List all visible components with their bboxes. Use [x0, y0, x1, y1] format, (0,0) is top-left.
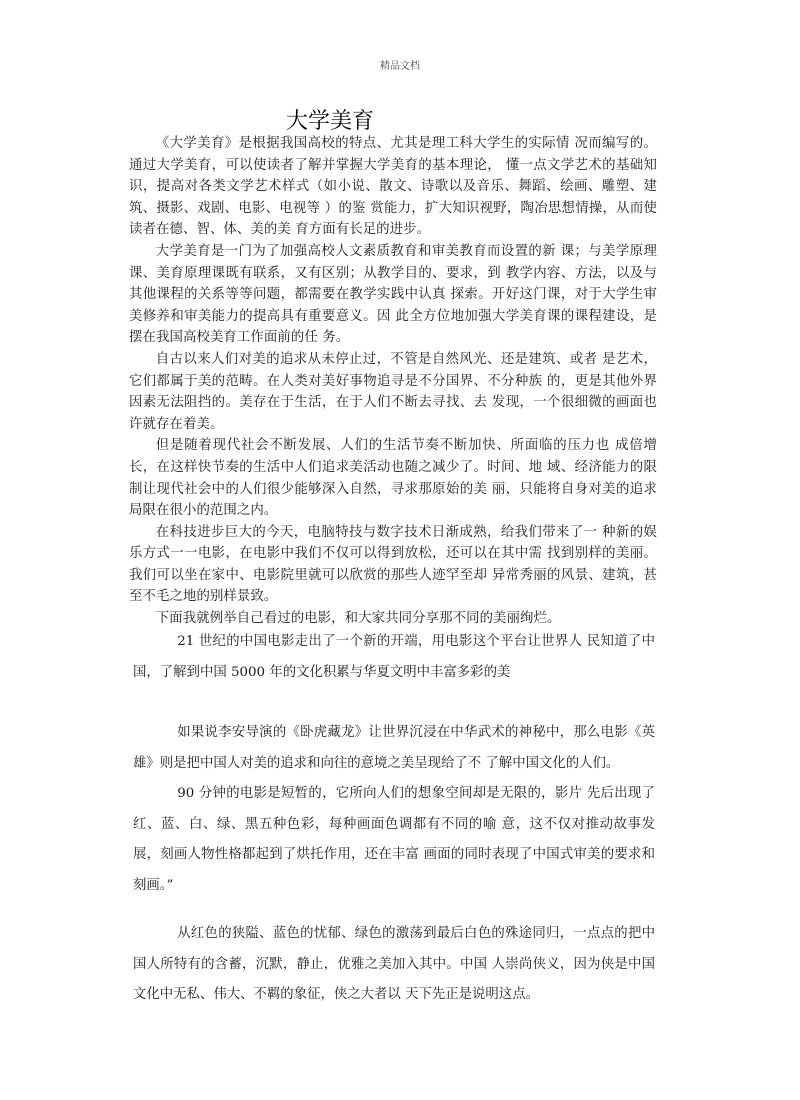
- paragraph: 从红色的狭隘、蓝色的忧郁、绿色的激荡到最后白色的殊途同归，一点点的把中国人所特有的含蓄，沉默，静止，优雅之美加入其中。中国 人崇尚侠义，因为侠是中国文化中无私、伟大、不羁的象征，侠之大者以 天下先正是说明这点。: [133, 926, 655, 1002]
- paragraph: 但是随着现代社会不断发展、人们的生活节奏不断加快、所面临的压力也 成倍增长，在这样快节奏的生活中人们追求美活动也随之减少了。时间、地 域、经济能力的限制让现代社会中的人们很少能够深入自然，寻求那原始的美 丽，只能将自身对美的追求局限在很小的范围之内。: [129, 438, 657, 519]
- paragraph: 《大学美育》是根据我国高校的特点、尤其是理工科大学生的实际情 况而编写的。通过大学美育，可以使读者了解并掌握大学美育的基本理论， 懂一点文学艺术的基础知识，提高对各类文学艺术样式（如小说、散文、诗歌以及音乐、舞蹈、绘画、雕塑、建筑、摄影、戏剧、电影、电视等 ）的鉴 赏能力，扩大知识视野，陶冶思想情操，从而使读者在德、智、体、美的美 育方面有长足的进步。: [129, 136, 657, 238]
- intro-section: [129, 133, 657, 630]
- paragraph: 在科技进步巨大的今天，电脑特技与数字技术日渐成熟，给我们带来了一 种新的娱乐方式一一电影，在电影中我们不仅可以得到放松，还可以在其中需 找到别样的美丽。我们可以坐在家中、电影院里就可以欣赏的那些人迹罕至却 异常秀丽的风景、建筑，甚至不毛之地的别样景致。: [129, 524, 657, 605]
- paragraph: 大学美育是一门为了加强高校人文素质教育和审美教育而设置的新 课；与美学原理课、美育原理课既有联系，又有区别；从教学目的、要求，到 教学内容、方法，以及与其他课程的关系等等问题，都需要在教学实践中认真 探索。开好这门课，对于大学生审美修养和审美能力的提高具有重要意义。因 此全方位地加强大学美育课的课程建设，是摆在我国高校美育工作面前的任 务。: [129, 243, 657, 346]
- paragraph: 21 世纪的中国电影走出了一个新的开端，用电影这个平台让世界人 民知道了中国，了解到中国 5000 年的文化积累与华夏文明中丰富多彩的美: [133, 634, 655, 680]
- paragraph: 自古以来人们对美的追求从未停止过，不管是自然风光、还是建筑、或者 是艺术，它们都属于美的范畴。在人类对美好事物追寻是不分国界、不分种族 的，更是其他外界因素无法阻挡的。美存在于生活，在于人们不断去寻找、去 发现，一个很细微的画面也许就存在着美。: [129, 351, 657, 432]
- paragraph: 如果说李安导演的《卧虎藏龙》让世界沉浸在中华武术的神秘中，那么电影《英雄》则是把中国人对美的追求和向往的意境之美呈现给了不 了解中国文化的人们。: [133, 725, 655, 771]
- page-header: 精品文档: [380, 61, 420, 72]
- paragraph: 下面我就例举自己看过的电影，和大家共同分享那不同的美丽绚烂。: [155, 611, 561, 627]
- document-title: 大学美育: [286, 109, 375, 134]
- film-section: [133, 627, 655, 1011]
- paragraph: 90 分钟的电影是短暂的，它所向人们的想象空间却是无限的，影片 先后出现了红、蓝、白、绿、黑五种色彩，每种画面色调都有不同的喻 意，这不仅对推动故事发展，刻画人物性格都起到了烘托作用，还在丰富 画面的同时表现了中国式审美的要求和刻画。”: [133, 786, 655, 893]
